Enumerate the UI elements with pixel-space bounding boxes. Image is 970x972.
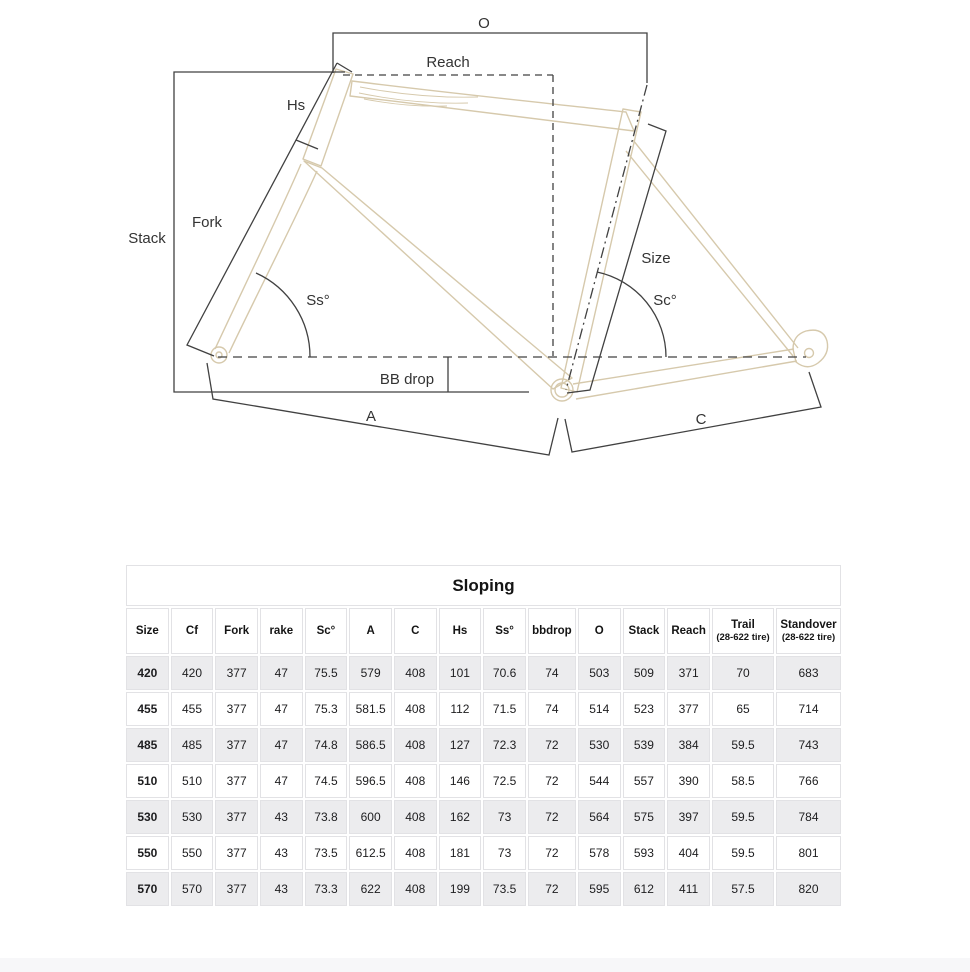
table-cell: 47 <box>260 764 303 798</box>
diagram-labels <box>128 15 706 428</box>
table-cell: 162 <box>439 800 482 834</box>
table-cell: 743 <box>776 728 841 762</box>
table-cell: 72.3 <box>483 728 526 762</box>
table-cell: 564 <box>578 800 621 834</box>
table-cell: 408 <box>394 656 437 690</box>
table-cell: 112 <box>439 692 482 726</box>
table-cell: 47 <box>260 692 303 726</box>
column-header: Size <box>126 608 169 654</box>
table-cell: 59.5 <box>712 800 774 834</box>
label-bb-drop: BB drop <box>379 371 435 388</box>
table-cell: 766 <box>776 764 841 798</box>
table-cell: 612 <box>623 872 666 906</box>
table-cell: 544 <box>578 764 621 798</box>
table-cell: 539 <box>623 728 666 762</box>
table-cell: 70 <box>712 656 774 690</box>
column-header: C <box>394 608 437 654</box>
table-cell: 408 <box>394 764 437 798</box>
rear-axle-hole <box>805 349 814 358</box>
table-title-row <box>126 565 841 606</box>
table-cell: 420 <box>171 656 214 690</box>
table-cell: 408 <box>394 836 437 870</box>
table-cell: 377 <box>667 692 710 726</box>
label-a: A <box>365 408 377 425</box>
label-o: O <box>478 15 490 32</box>
table-cell: 820 <box>776 872 841 906</box>
geometry-table <box>124 563 843 908</box>
table-cell: 181 <box>439 836 482 870</box>
label-sc-angle: Sc° <box>653 292 677 309</box>
column-header: Standover (28-622 tire) <box>776 608 841 654</box>
table-cell: 384 <box>667 728 710 762</box>
column-header: rake <box>260 608 303 654</box>
head-tube <box>303 69 353 166</box>
table-cell: 600 <box>349 800 392 834</box>
table-cell: 73 <box>483 800 526 834</box>
table-cell: 586.5 <box>349 728 392 762</box>
table-cell: 199 <box>439 872 482 906</box>
label-reach: Reach <box>426 54 470 71</box>
table-cell: 397 <box>667 800 710 834</box>
ss-angle-arc <box>256 273 310 357</box>
row-size-cell: 455 <box>126 692 169 726</box>
table-cell: 575 <box>623 800 666 834</box>
table-cell: 514 <box>578 692 621 726</box>
table-row <box>126 728 841 762</box>
table-cell: 73.5 <box>483 872 526 906</box>
table-cell: 371 <box>667 656 710 690</box>
table-cell: 411 <box>667 872 710 906</box>
top-tube <box>350 81 634 131</box>
table-cell: 74.8 <box>305 728 348 762</box>
table-cell: 557 <box>623 764 666 798</box>
table-cell: 72 <box>528 728 576 762</box>
table-cell: 74.5 <box>305 764 348 798</box>
table-row <box>126 872 841 906</box>
table-row <box>126 656 841 690</box>
table-cell: 408 <box>394 872 437 906</box>
table-cell: 509 <box>623 656 666 690</box>
table-cell: 127 <box>439 728 482 762</box>
table-cell: 70.6 <box>483 656 526 690</box>
column-header: Trail (28-622 tire) <box>712 608 774 654</box>
row-size-cell: 530 <box>126 800 169 834</box>
table-cell: 377 <box>215 728 258 762</box>
table-cell: 377 <box>215 800 258 834</box>
bike-frame-drawing <box>211 69 828 401</box>
table-cell: 612.5 <box>349 836 392 870</box>
table-cell: 622 <box>349 872 392 906</box>
table-cell: 59.5 <box>712 728 774 762</box>
table-cell: 408 <box>394 800 437 834</box>
table-cell: 485 <box>171 728 214 762</box>
column-header: Hs <box>439 608 482 654</box>
table-cell: 503 <box>578 656 621 690</box>
label-size: Size <box>641 250 671 267</box>
table-cell: 595 <box>578 872 621 906</box>
table-cell: 72 <box>528 872 576 906</box>
label-hs: Hs <box>286 97 306 114</box>
table-cell: 530 <box>578 728 621 762</box>
column-header: Sc° <box>305 608 348 654</box>
table-cell: 801 <box>776 836 841 870</box>
column-header: Fork <box>215 608 258 654</box>
table-cell: 579 <box>349 656 392 690</box>
table-cell: 510 <box>171 764 214 798</box>
table-cell: 57.5 <box>712 872 774 906</box>
table-cell: 73.8 <box>305 800 348 834</box>
row-size-cell: 510 <box>126 764 169 798</box>
table-cell: 377 <box>215 872 258 906</box>
column-header: Ss° <box>483 608 526 654</box>
table-row <box>126 836 841 870</box>
table-cell: 570 <box>171 872 214 906</box>
front-dropout-eyelet <box>211 347 227 363</box>
table-cell: 72.5 <box>483 764 526 798</box>
table-cell: 58.5 <box>712 764 774 798</box>
label-fork: Fork <box>192 214 222 231</box>
table-cell: 530 <box>171 800 214 834</box>
row-size-cell: 485 <box>126 728 169 762</box>
table-cell: 73 <box>483 836 526 870</box>
page-bottom-strip <box>0 958 970 972</box>
table-cell: 72 <box>528 764 576 798</box>
table-cell: 74 <box>528 656 576 690</box>
cable-routing-lines <box>359 87 478 106</box>
table-cell: 596.5 <box>349 764 392 798</box>
c-bracket <box>565 372 821 452</box>
table-cell: 408 <box>394 692 437 726</box>
table-cell: 408 <box>394 728 437 762</box>
table-cell: 75.5 <box>305 656 348 690</box>
table-title: Sloping <box>126 565 841 606</box>
table-cell: 593 <box>623 836 666 870</box>
row-size-cell: 570 <box>126 872 169 906</box>
table-cell: 581.5 <box>349 692 392 726</box>
table-cell: 73.3 <box>305 872 348 906</box>
table-cell: 146 <box>439 764 482 798</box>
label-c: C <box>695 411 707 428</box>
table-cell: 59.5 <box>712 836 774 870</box>
table-cell: 683 <box>776 656 841 690</box>
table-cell: 377 <box>215 764 258 798</box>
table-cell: 455 <box>171 692 214 726</box>
table-cell: 390 <box>667 764 710 798</box>
column-header: Cf <box>171 608 214 654</box>
measurement-lines <box>174 33 821 455</box>
row-size-cell: 550 <box>126 836 169 870</box>
table-row <box>126 692 841 726</box>
table-cell: 404 <box>667 836 710 870</box>
table-cell: 72 <box>528 836 576 870</box>
sc-angle-arc <box>597 272 666 357</box>
table-cell: 377 <box>215 836 258 870</box>
down-tube <box>304 161 572 389</box>
table-header-row <box>126 608 841 654</box>
table-row <box>126 764 841 798</box>
table-cell: 65 <box>712 692 774 726</box>
seat-stays <box>626 140 798 356</box>
column-header: A <box>349 608 392 654</box>
table-cell: 74 <box>528 692 576 726</box>
table-cell: 377 <box>215 692 258 726</box>
table-cell: 47 <box>260 728 303 762</box>
table-cell: 550 <box>171 836 214 870</box>
table-cell: 75.3 <box>305 692 348 726</box>
table-cell: 72 <box>528 800 576 834</box>
label-ss-angle: Ss° <box>306 292 330 309</box>
table-cell: 523 <box>623 692 666 726</box>
table-cell: 71.5 <box>483 692 526 726</box>
table-cell: 73.5 <box>305 836 348 870</box>
table-cell: 43 <box>260 800 303 834</box>
hs-fork-measure-line <box>187 63 337 356</box>
column-header: Stack <box>623 608 666 654</box>
column-header: O <box>578 608 621 654</box>
table-row <box>126 800 841 834</box>
table-cell: 578 <box>578 836 621 870</box>
stack-bracket <box>174 72 529 392</box>
column-header: Reach <box>667 608 710 654</box>
table-cell: 101 <box>439 656 482 690</box>
label-stack: Stack <box>128 230 166 247</box>
table-cell: 784 <box>776 800 841 834</box>
column-header: bbdrop <box>528 608 576 654</box>
table-cell: 714 <box>776 692 841 726</box>
table-cell: 43 <box>260 872 303 906</box>
table-cell: 43 <box>260 836 303 870</box>
table-cell: 377 <box>215 656 258 690</box>
row-size-cell: 420 <box>126 656 169 690</box>
table-cell: 47 <box>260 656 303 690</box>
fork-blades <box>215 164 317 353</box>
